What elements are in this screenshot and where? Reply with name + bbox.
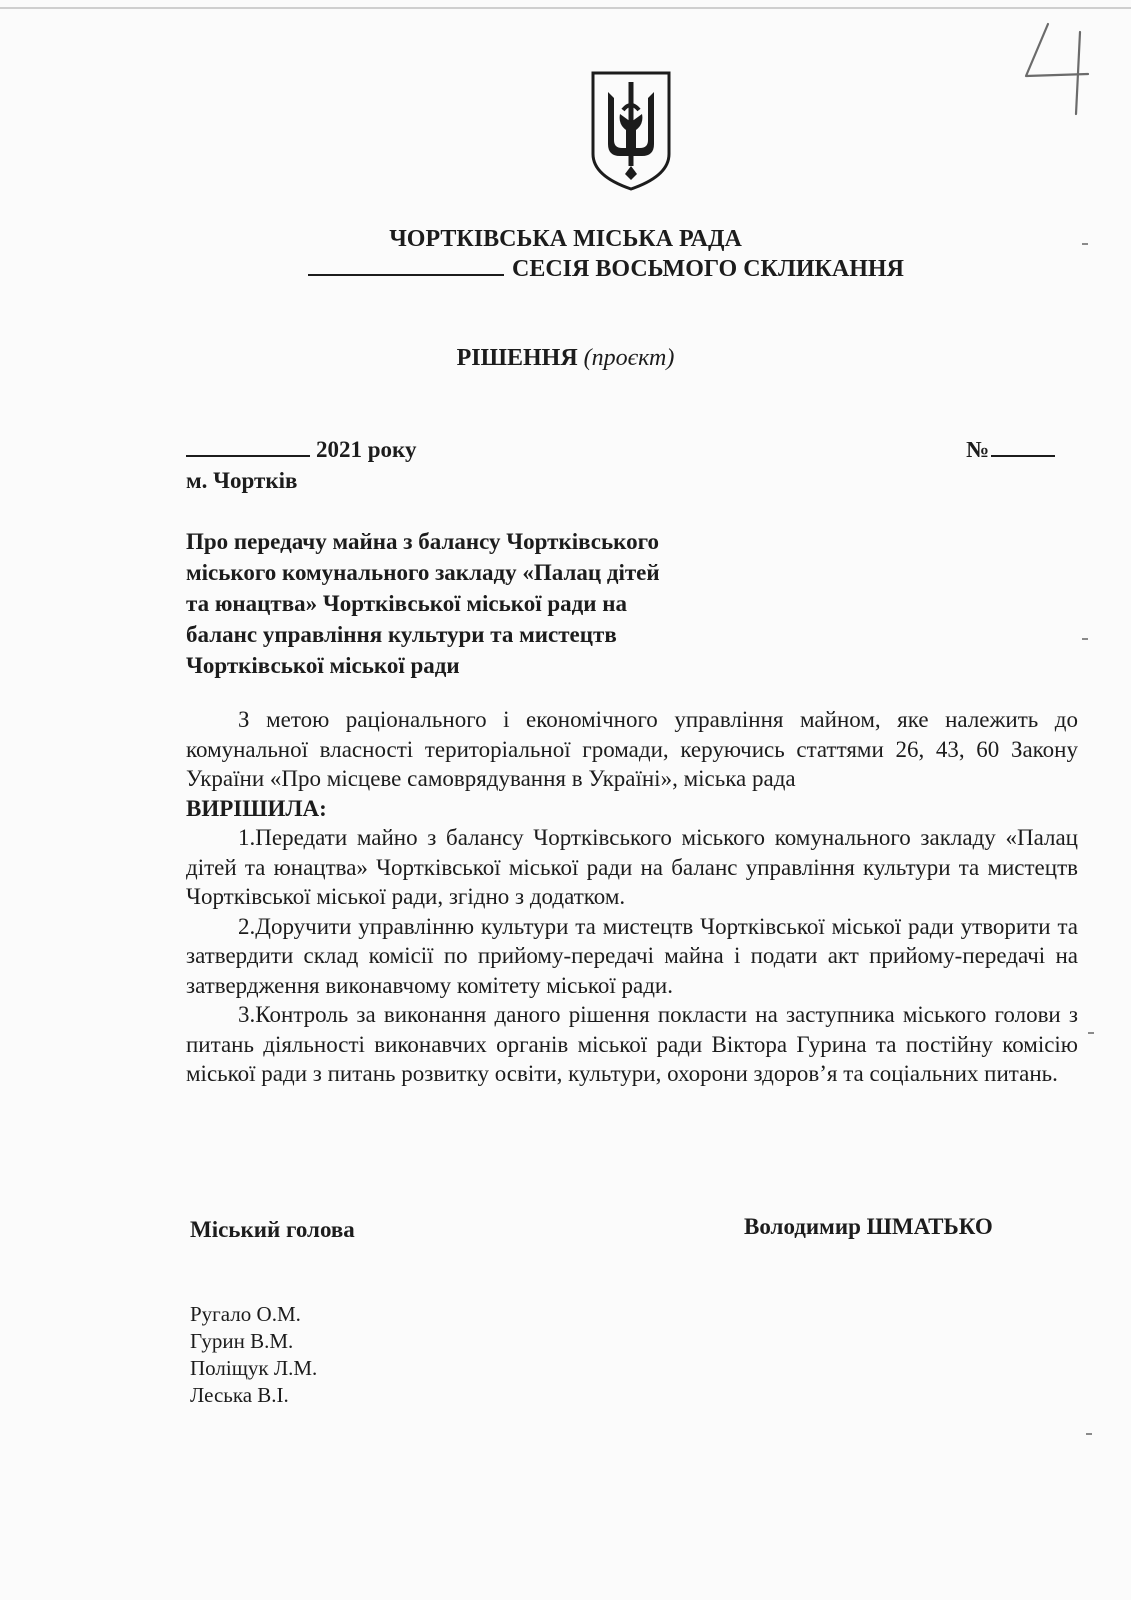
approver-name: Ругало О.М. [190,1302,301,1326]
date-blank [186,455,310,457]
scan-mark [1086,1433,1092,1435]
draft-label: (проєкт) [583,345,675,371]
number-blank [991,455,1055,457]
signatory-name: Володимир ШМАТЬКО [744,1214,993,1239]
decision-item: 3.Контроль за виконання даного рішення покласти на заступника міського голови з питань діяльності виконавчих органів міської ради Віктора Гурина та постійну комісію міської ради з питань розвитку освіти, культури, охорони здоров’я та соціальних питань. [186,1002,1078,1086]
decision-body [186,705,1078,1089]
handwritten-page-number [1018,14,1118,124]
number-label: № [966,437,990,462]
decision-item: 1.Передати майно з балансу Чортківського міського комунального закладу «Палац дітей та юнацтва» Чортківської міської ради на баланс управління культури та мистецтв Чортківської міської ради, згідно з додатком. [186,825,1078,909]
scan-top-edge [0,7,1131,9]
decision-title: РІШЕННЯ [456,345,578,371]
signatory-title: Міський голова [190,1217,355,1242]
coat-of-arms-icon [590,70,672,192]
approvers-list [190,1301,317,1409]
subject-line: Про передачу майна з балансу Чортківського [186,529,659,554]
session-line [308,256,904,283]
approver-name: Поліщук Л.М. [190,1356,318,1380]
date-year: 2021 року [316,437,417,462]
scan-mark [1082,638,1088,640]
decision-number [966,437,1055,463]
resolved-heading: ВИРІШИЛА: [186,795,327,821]
decision-date [186,437,416,463]
subject-line: баланс управління культури та мистецтв [186,622,617,647]
council-name: ЧОРТКІВСЬКА МІСЬКА РАДА [389,226,742,252]
city-name: м. Чортків [186,468,298,493]
scan-mark [1088,1032,1094,1034]
approver-name: Гурин В.М. [190,1329,294,1353]
subject-line: міського комунального закладу «Палац дітей [186,560,660,585]
scan-mark [1082,243,1088,245]
subject-line: та юнацтва» Чортківської міської ради на [186,591,628,616]
decision-subject [186,526,746,681]
decision-heading [0,345,1131,372]
approver-name: Леська В.І. [190,1383,289,1407]
session-title: СЕСІЯ ВОСЬМОГО СКЛИКАННЯ [512,256,904,282]
decision-item: 2.Доручити управлінню культури та мистецтв Чортківської міської ради утворити та затвердити склад комісії по прийому-передачі майна і подати акт прийому-передачі на затвердження виконавчому комітету міської ради. [186,913,1078,998]
preamble-paragraph: З метою раціонального і економічного управління майном, яке належить до комунальної власності територіальної громади, керуючись статтями 26, 43, 60 Закону України «Про місцеве самоврядування в Україні», міська рада [186,707,1078,791]
subject-line: Чортківської міської ради [186,653,460,678]
session-number-blank [308,274,504,276]
